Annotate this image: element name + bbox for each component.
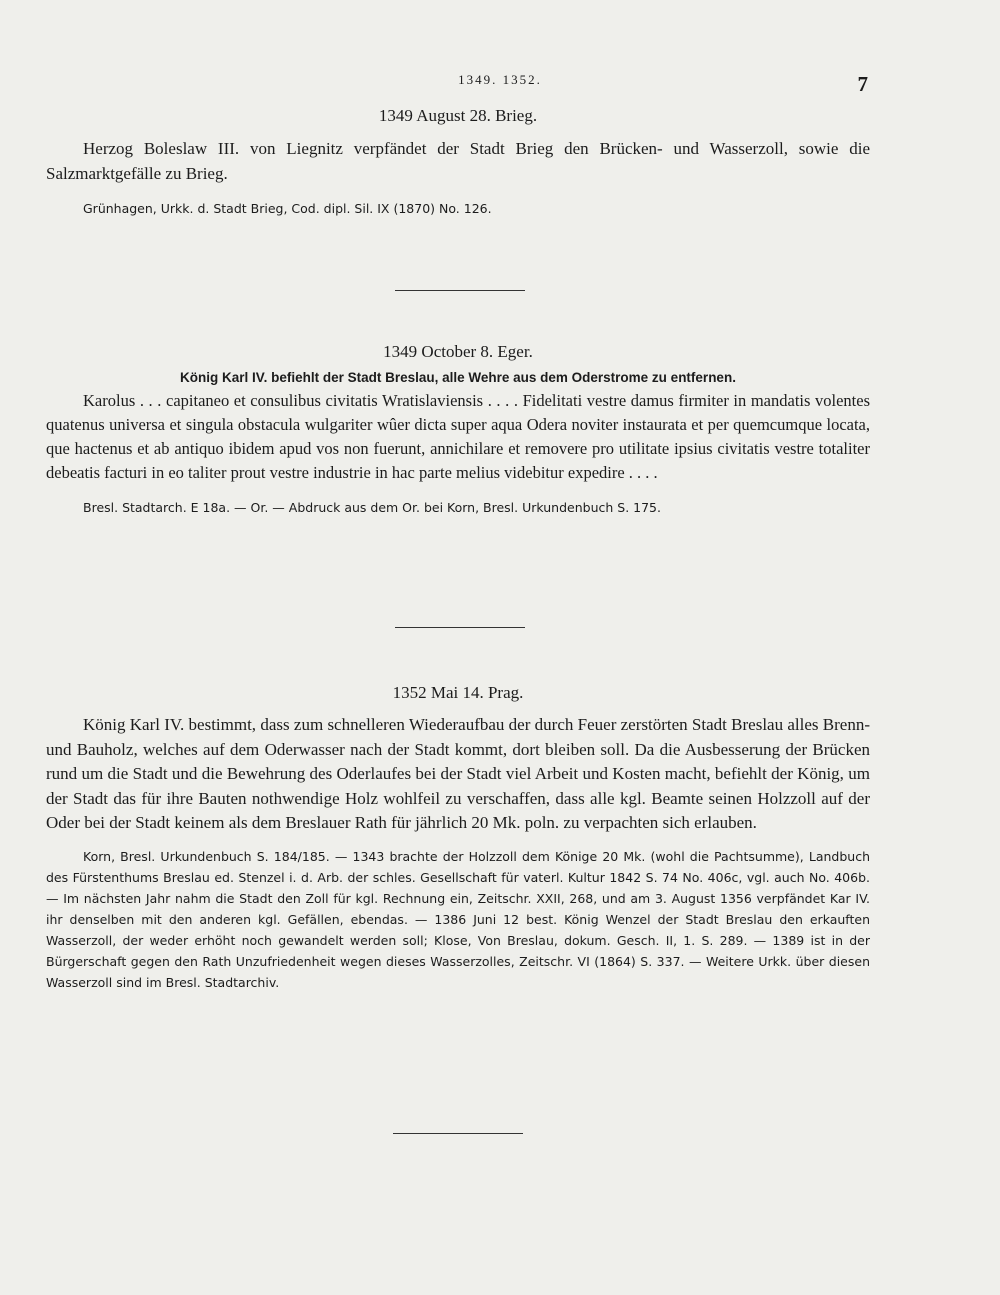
entry-note: Grünhagen, Urkk. d. Stadt Brieg, Cod. dipl. Sil. IX (1870) No. 126. [83,201,492,216]
entry-1349-august [46,106,870,219]
separator-rule [395,627,525,628]
entry-note: Korn, Bresl. Urkundenbuch S. 184/185. — 1343 brachte der Holzzoll dem Könige 20 Mk. (wohl die Pachtsumme), Landbuch des Fürstenthums Breslau ed. Stenzel i. d. Arb. der schles. Gesellschaft für vaterl. Kultur 1842 S. 74 No. 406c, vgl. auch No. 406b. — Im nächsten Jahr nahm die Stadt den Zoll für kgl. Rechnung ein, Zeitschr. XXII, 268, und am 3. August 1356 verpfändet Kar IV. ihr denselben mit den anderen kgl. Gefällen, ebendas. — 1386 Juni 12 best. König Wenzel der Stadt Breslau den erkauften Wasserzoll, der weder erhöht noch gewandelt werden soll; Klose, Von Breslau, dokum. Gesch. II, 1. S. 289. — 1389 ist in der Bürgerschaft gegen den Rath Unzufriedenheit wegen dieses Wasserzolles, Zeitschr. VI (1864) S. 337. — Weitere Urkk. über diesen Wasserzoll sind im Bresl. Stadtarchiv. [46,848,870,990]
entry-date: 1349 October 8. Eger. [383,342,533,361]
entry-1352-mai [46,683,870,993]
entry-regest: Herzog Boleslaw III. von Liegnitz verpfändet der Stadt Brieg den Brücken- und Wasserzoll, sowie die Salzmarktgefälle zu Brieg. [46,139,870,183]
entry-date: 1349 August 28. Brieg. [378,106,538,125]
page-number: 7 [857,72,868,96]
entry-regest: König Karl IV. befiehlt der Stadt Breslau, alle Wehre aus dem Oderstrome zu entfernen. [180,370,736,385]
entry-date: 1352 Mai 14. Prag. [392,683,524,702]
entry-text: Karolus . . . capitaneo et consulibus civitatis Wratislaviensis . . . . Fidelitati vestre damus firmiter in mandatis volentes quatenus universa et singula obstacula wulgariter wûer dicta super aqua Odera noviter instaurata et per quemcumque locata, que hactenus et ab antiquo ibidem apud vos non fuerunt, annichilare et removere pro utilitate ipsius civitatis vestre totaliter debeatis facturi in eo taliter prout vestre industrie in hac parte melius videbitur expedire . . . . [46,391,870,482]
separator-rule [393,1133,523,1134]
entry-1349-october [46,342,870,518]
running-header: 1349. 1352. [458,72,542,87]
entry-note: Bresl. Stadtarch. E 18a. — Or. — Abdruck aus dem Or. bei Korn, Bresl. Urkundenbuch S. 175. [83,500,661,515]
entry-regest: König Karl IV. bestimmt, dass zum schnelleren Wiederaufbau der durch Feuer zerstörten Stadt Breslau alles Brenn- und Bauholz, welches auf dem Oderwasser nach der Stadt kommt, dort bleiben soll. Da die Ausbesserung der Brücken rund um die Stadt und die Bewehrung des Oderlaufes bei der Stadt viel Arbeit und Kosten macht, befiehlt der König, um der Stadt das für ihre Bauten nothwendige Holz wohlfeil zu verschaffen, dass alle kgl. Beamte seinen Holzzoll auf der Oder bei der Stadt keinem als dem Breslauer Rath für jährlich 20 Mk. poln. zu verpachten sich erlauben. [46,715,870,832]
separator-rule [395,290,525,291]
